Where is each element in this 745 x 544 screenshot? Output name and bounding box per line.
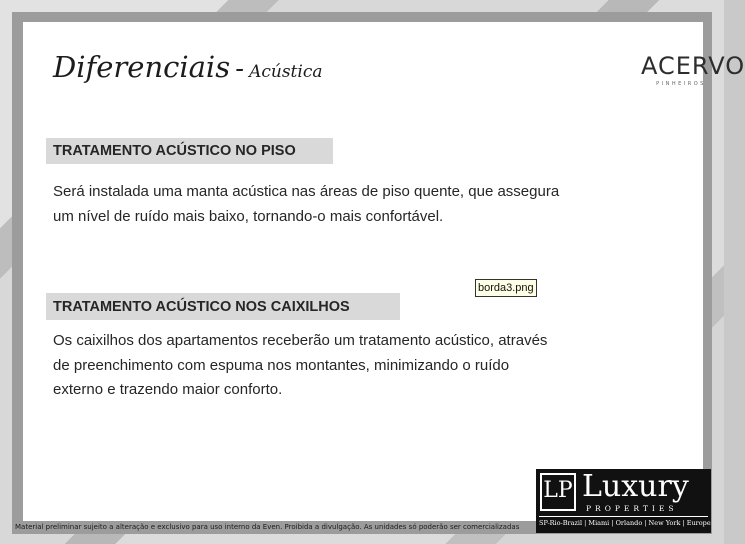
- acervo-logo: [641, 52, 745, 88]
- footer-disclaimer: Material preliminar sujeito a alteração e exclusivo para uso interno da Even. Proibida a divulgação. As unidades só poderão ser comercializadas: [15, 523, 520, 531]
- title-main: Diferenciais: [53, 50, 231, 84]
- section-text-caixilhos: [53, 329, 547, 403]
- luxury-properties-logo: [536, 469, 711, 533]
- text-line: Os caixilhos dos apartamentos receberão um tratamento acústico, através: [53, 332, 548, 349]
- section-text-piso: [53, 180, 559, 229]
- brand-cities: SP-Rio-Brazil | Miami | Orlando | New York | Europe: [539, 519, 711, 527]
- text-line: de preenchimento com espuma nos montantes, minimizando o ruído: [53, 356, 510, 374]
- section-heading-piso: TRATAMENTO ACÚSTICO NO PISO: [46, 138, 333, 164]
- lp-monogram-icon: LP: [540, 473, 576, 511]
- image-placeholder-tag[interactable]: borda3.png: [475, 279, 537, 297]
- logo-word: ACERVO: [641, 52, 745, 80]
- text-line: Será instalada uma manta acústica nas áreas de piso quente, que assegura: [53, 183, 560, 200]
- title-subtitle: Acústica: [249, 62, 323, 82]
- brand-divider: [539, 516, 708, 517]
- slide-title: [53, 50, 322, 84]
- section-heading-caixilhos: TRATAMENTO ACÚSTICO NOS CAIXILHOS: [46, 293, 400, 320]
- brand-name: Luxury: [582, 469, 689, 504]
- title-separator: -: [235, 54, 244, 84]
- logo-tagline: PINHEIROS: [656, 81, 706, 87]
- brand-sub: PROPERTIES: [586, 504, 678, 513]
- slide: [23, 22, 745, 522]
- text-line: externo e trazendo maior conforto.: [53, 381, 283, 398]
- text-line: um nível de ruído mais baixo, tornando-o mais confortável.: [53, 207, 444, 225]
